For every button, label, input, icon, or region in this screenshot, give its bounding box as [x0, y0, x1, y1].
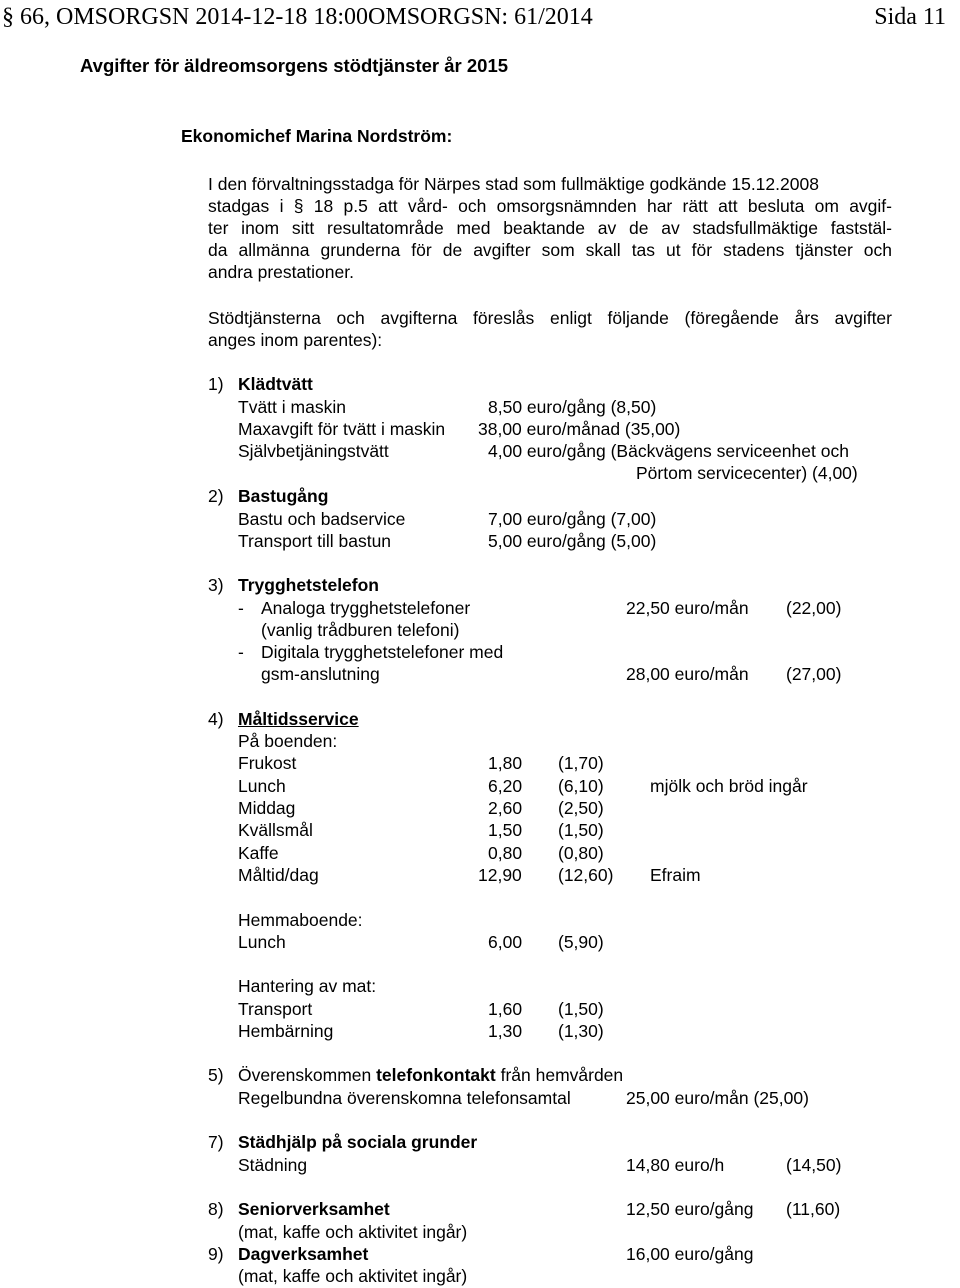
- meal-price: 6,00: [488, 932, 523, 952]
- meal-previous: (2,50): [558, 798, 604, 818]
- fee-label: Bastu och badservice: [238, 509, 406, 529]
- fee-value: 8,50 euro/gång (8,50): [488, 397, 657, 417]
- fee-value: 25,00 euro/mån (25,00): [626, 1088, 809, 1108]
- section-title-maltidsservice: Måltidsservice: [238, 709, 359, 729]
- fee-value: 5,00 euro/gång (5,00): [488, 531, 657, 551]
- subheading-boenden: På boenden:: [238, 731, 338, 751]
- section-number: 4): [208, 709, 224, 729]
- meal-price: 1,30: [488, 1021, 523, 1041]
- title-bold: telefonkontakt: [376, 1065, 496, 1085]
- intro-line: andra prestationer.: [208, 262, 354, 282]
- fee-label: Maxavgift för tvätt i maskin: [238, 419, 446, 439]
- intro-line: stadgas i § 18 p.5 att vård- och omsorgsnämnden har rätt att besluta om avgif-: [208, 196, 892, 216]
- fee-label-note: (vanlig trådburen telefoni): [261, 620, 460, 640]
- subheading-hemmaboende: Hemmaboende:: [238, 910, 363, 930]
- section-title-dagverksamhet: Dagverksamhet: [238, 1244, 369, 1264]
- section-number: 5): [208, 1065, 224, 1085]
- meal-label: Kvällsmål: [238, 820, 313, 840]
- meal-price: 1,50: [488, 820, 523, 840]
- fee-label: Städning: [238, 1155, 308, 1175]
- meal-price: 1,80: [488, 753, 523, 773]
- section-title-bastugang: Bastugång: [238, 486, 329, 506]
- proposal-line: Stödtjänsterna och avgifterna föreslås enligt följande (föregående års avgifter: [208, 308, 892, 328]
- section-title-kladtvatt: Klädtvätt: [238, 374, 313, 394]
- section-number: 8): [208, 1199, 224, 1219]
- page-header: [2, 4, 946, 36]
- meal-previous: (1,70): [558, 753, 604, 773]
- fee-label: gsm-anslutning: [261, 664, 380, 684]
- fee-price: 22,50 euro/mån: [626, 598, 749, 618]
- section-title-telefonkontakt: [238, 1064, 623, 1086]
- fee-value: 4,00 euro/gång (Bäckvägens serviceenhet och: [488, 441, 849, 461]
- section-number: 3): [208, 575, 224, 595]
- section-title-stadhjalp: Städhjälp på sociala grunder: [238, 1132, 478, 1152]
- list-dash: -: [238, 598, 244, 618]
- document-title: Avgifter för äldreomsorgens stödtjänster år 2015: [80, 55, 509, 76]
- fee-price: 16,00 euro/gång: [626, 1244, 754, 1264]
- fee-label: Transport till bastun: [238, 531, 392, 551]
- meal-price: 6,20: [488, 776, 523, 796]
- fee-value-continued: Pörtom servicecenter) (4,00): [636, 463, 858, 483]
- meal-note: mjölk och bröd ingår: [650, 776, 808, 796]
- meal-previous: (12,60): [558, 865, 614, 885]
- intro-line: da allmänna grunderna för de avgifter som skall tas ut för stadens tjänster och: [208, 240, 892, 260]
- meal-previous: (1,30): [558, 1021, 604, 1041]
- meal-previous: (6,10): [558, 776, 604, 796]
- fee-label: Digitala trygghetstelefoner med: [261, 642, 504, 662]
- meal-label: Middag: [238, 798, 296, 818]
- fee-price: 14,80 euro/h: [626, 1155, 725, 1175]
- meal-price: 12,90: [478, 865, 522, 885]
- fee-previous: (22,00): [786, 598, 842, 618]
- fee-label: Tvätt i maskin: [238, 397, 346, 417]
- meal-label: Kaffe: [238, 843, 279, 863]
- section-number: 2): [208, 486, 224, 506]
- fee-label: Analoga trygghetstelefoner: [261, 598, 471, 618]
- fee-label: Självbetjäningstvätt: [238, 441, 389, 461]
- meal-label: Transport: [238, 999, 313, 1019]
- fee-value: 7,00 euro/gång (7,00): [488, 509, 657, 529]
- section-number: 1): [208, 374, 224, 394]
- intro-line: I den förvaltningsstadga för Närpes stad som fullmäktige godkände 15.12.2008: [208, 174, 819, 194]
- list-dash: -: [238, 642, 244, 662]
- subheading-hantering: Hantering av mat:: [238, 976, 377, 996]
- meal-price: 1,60: [488, 999, 523, 1019]
- fee-previous: (11,60): [786, 1199, 841, 1219]
- fee-note: (mat, kaffe och aktivitet ingår): [238, 1222, 468, 1242]
- meal-note: Efraim: [650, 865, 701, 885]
- intro-paragraph: [208, 173, 892, 283]
- meal-price: 0,80: [488, 843, 523, 863]
- proposal-paragraph: [208, 307, 892, 351]
- meal-label: Måltid/dag: [238, 865, 319, 885]
- meal-price: 2,60: [488, 798, 523, 818]
- meal-previous: (1,50): [558, 820, 604, 840]
- meal-label: Lunch: [238, 776, 286, 796]
- meal-label: Frukost: [238, 753, 297, 773]
- page-number: Sida 11: [874, 4, 946, 30]
- fee-price: 12,50 euro/gång: [626, 1199, 754, 1219]
- meal-previous: (0,80): [558, 843, 604, 863]
- fee-value: 38,00 euro/månad (35,00): [478, 419, 681, 439]
- fee-previous: (14,50): [786, 1155, 842, 1175]
- meal-label: Hembärning: [238, 1021, 334, 1041]
- meal-previous: (5,90): [558, 932, 604, 952]
- section-title-trygghetstelefon: Trygghetstelefon: [238, 575, 379, 595]
- fee-note: (mat, kaffe och aktivitet ingår): [238, 1266, 468, 1286]
- meal-previous: (1,50): [558, 999, 604, 1019]
- author-line: Ekonomichef Marina Nordström:: [181, 126, 453, 146]
- section-title-seniorverksamhet: Seniorverksamhet: [238, 1199, 390, 1219]
- meal-label: Lunch: [238, 932, 286, 952]
- header-reference: § 66, OMSORGSN 2014-12-18 18:00OMSORGSN: 61/2014: [2, 4, 593, 30]
- intro-line: ter inom sitt resultatområde med beaktande av de av stadsfullmäktige faststäl-: [208, 218, 892, 238]
- fee-price: 28,00 euro/mån: [626, 664, 749, 684]
- section-number: 9): [208, 1244, 224, 1264]
- fee-previous: (27,00): [786, 664, 842, 684]
- section-number: 7): [208, 1132, 224, 1152]
- fee-label: Regelbundna överenskomna telefonsamtal: [238, 1088, 571, 1108]
- proposal-line: anges inom parentes):: [208, 330, 383, 350]
- title-suffix: från hemvården: [495, 1065, 624, 1085]
- title-prefix: Överenskommen: [238, 1065, 377, 1085]
